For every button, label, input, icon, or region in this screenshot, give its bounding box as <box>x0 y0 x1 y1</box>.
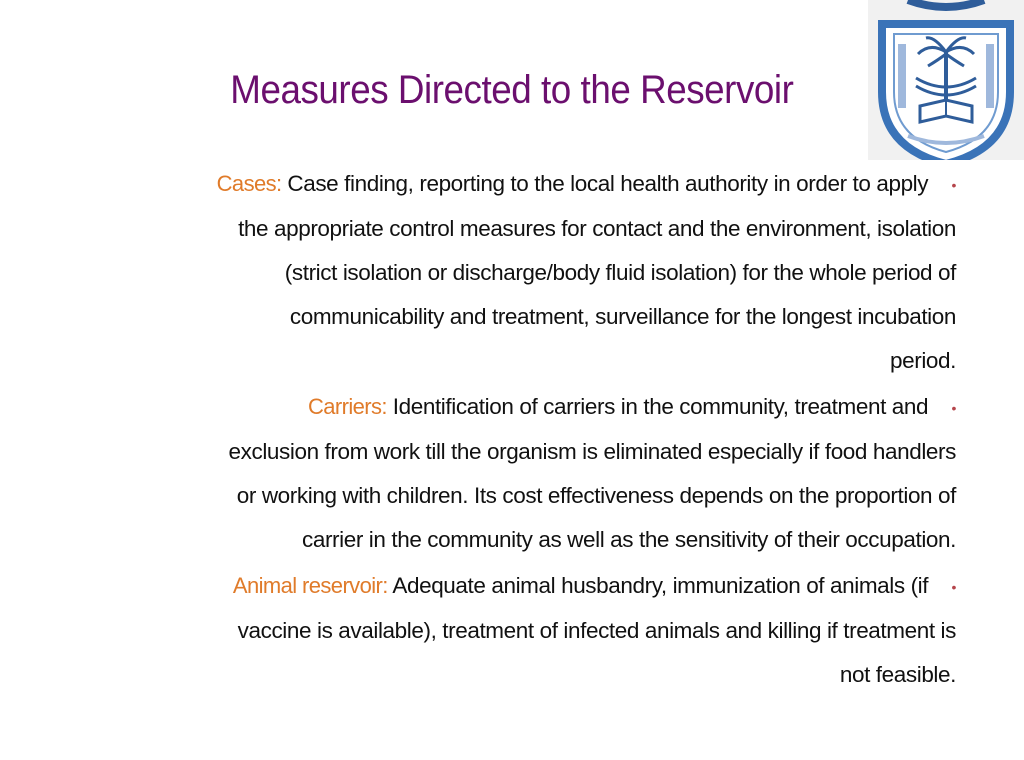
bullet-text: Case finding, reporting to the local health authority in order to apply <box>287 171 929 196</box>
bullet-line <box>78 385 956 430</box>
bullet-animal-reservoir <box>78 564 956 697</box>
bullet-line <box>78 564 956 609</box>
bullet-dot-icon: • <box>951 400 956 417</box>
bullet-term: Animal reservoir: <box>232 573 388 599</box>
bullet-line: or working with children. Its cost effectiveness depends on the proportion of <box>236 483 956 509</box>
slide-body <box>78 162 956 699</box>
bullet-line: (strict isolation or discharge/body fluid isolation) for the whole period of <box>284 260 956 286</box>
university-logo <box>868 0 1024 168</box>
bullet-line: exclusion from work till the organism is eliminated especially if food handlers <box>228 439 956 465</box>
bullet-term: Carriers: <box>307 394 387 420</box>
university-seal-icon <box>868 0 1024 168</box>
bullet-dot-icon: • <box>951 177 956 194</box>
bullet-line: the appropriate control measures for contact and the environment, isolation <box>238 216 956 242</box>
bullet-cases <box>78 162 956 383</box>
bullet-dot-icon: • <box>951 579 956 596</box>
page-title: Measures Directed to the Reservoir <box>230 68 794 112</box>
bullet-line: period. <box>890 348 956 374</box>
bullet-line: carrier in the community as well as the sensitivity of their occupation. <box>302 527 956 553</box>
bullet-line: vaccine is available), treatment of infected animals and killing if treatment is <box>237 618 956 644</box>
bullet-line: not feasible. <box>839 662 956 688</box>
bullet-text: Adequate animal husbandry, immunization of animals (if <box>392 573 929 599</box>
bullet-term: Cases: <box>216 171 282 196</box>
bullet-line: communicability and treatment, surveillance for the longest incubation <box>289 304 956 330</box>
bullet-carriers <box>78 385 956 562</box>
bullet-line <box>78 162 956 207</box>
bullet-text: Identification of carriers in the community, treatment and <box>392 394 929 420</box>
